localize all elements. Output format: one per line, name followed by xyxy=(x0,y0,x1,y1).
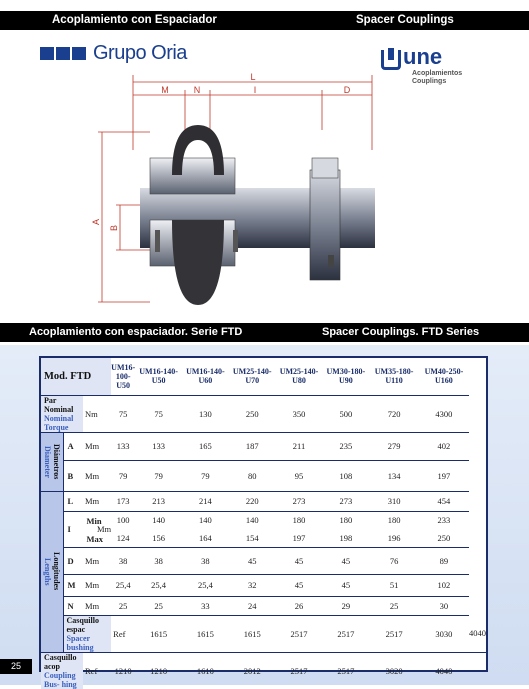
value-cell: 24 xyxy=(229,596,276,615)
value-cell: 79 xyxy=(111,460,135,491)
value-cell: 26 xyxy=(276,596,323,615)
value-cell: 720 xyxy=(369,395,419,432)
value-cell: 1210 xyxy=(150,665,168,676)
header-title-es: Acoplamiento con Espaciador xyxy=(52,14,217,26)
value-cell: 25 xyxy=(135,596,182,615)
value-cell-pair xyxy=(111,511,135,547)
value-cell: 2517 xyxy=(369,615,419,652)
table-row xyxy=(41,652,486,689)
dim-L: L xyxy=(250,72,256,82)
une-logo-text: une xyxy=(403,44,443,69)
group-diameter xyxy=(41,432,63,491)
hub-right xyxy=(312,158,338,178)
value-cell: 75 xyxy=(135,395,182,432)
value-cell: 25,4 xyxy=(182,574,229,596)
value-cell: 108 xyxy=(322,460,369,491)
value-cell: 273 xyxy=(276,491,323,511)
len-en: Lengths xyxy=(42,557,52,586)
row-label-I-min: Min xyxy=(86,515,102,526)
model-header: UM40-250-U160 xyxy=(419,358,469,395)
row-label-I: I xyxy=(67,524,71,534)
value-cell: 213 xyxy=(135,491,182,511)
value-cell: 45 xyxy=(322,574,369,596)
value-cell: 2012 xyxy=(243,665,261,676)
table-row xyxy=(41,547,486,574)
value-max: 197 xyxy=(292,533,306,543)
row-label-L: L xyxy=(63,491,83,511)
value-cell: 79 xyxy=(135,460,182,491)
value-cell: 1615 xyxy=(229,615,276,652)
section-title-en: Spacer Couplings. FTD Series xyxy=(322,326,480,338)
value-cell: 32 xyxy=(229,574,276,596)
table-row xyxy=(41,460,486,491)
row-label-N: N xyxy=(63,596,83,615)
value-max: 156 xyxy=(152,533,165,543)
model-header: UM16-140-U50 xyxy=(135,358,182,395)
value-cell: 402 xyxy=(419,432,469,460)
ftd-spec-table xyxy=(39,356,488,689)
value-cell: 95 xyxy=(276,460,323,491)
value-cell: 76 xyxy=(369,547,419,574)
table-row xyxy=(41,432,486,460)
value-cell-pair xyxy=(135,511,182,547)
value-min: 180 xyxy=(339,515,353,525)
value-cell: 197 xyxy=(419,460,469,491)
coupling-en: Coupling Bus- hing xyxy=(44,670,77,689)
value-cell: 187 xyxy=(229,432,276,460)
value-cell: 4040 xyxy=(469,615,486,652)
header-title-en: Spacer Couplings xyxy=(356,14,454,26)
value-cell-pair xyxy=(182,511,229,547)
value-cell: 310 xyxy=(369,491,419,511)
row-label-D: D xyxy=(63,547,83,574)
row-label-I-cell xyxy=(63,511,104,547)
value-cell: 4040 xyxy=(435,665,453,676)
une-logo-sub2: Couplings xyxy=(412,78,447,85)
value-cell: 165 xyxy=(182,432,229,460)
value-cell: 250 xyxy=(229,395,276,432)
value-cell: 235 xyxy=(322,432,369,460)
value-cell: 220 xyxy=(229,491,276,511)
value-cell: 25,4 xyxy=(135,574,182,596)
tyre-bottom xyxy=(172,220,224,305)
dim-B: B xyxy=(109,224,119,232)
value-cell: 29 xyxy=(322,596,369,615)
une-logo-icon xyxy=(381,50,401,70)
unit-cell: Mm xyxy=(83,547,111,574)
value-min: 233 xyxy=(437,515,451,525)
value-cell: 25,4 xyxy=(111,574,135,596)
value-min: 180 xyxy=(292,515,306,525)
group-lengths xyxy=(41,491,63,652)
page-number: 25 xyxy=(0,659,32,674)
table-title: Mod. FTD xyxy=(41,358,111,395)
unit-cell: Mm xyxy=(83,432,111,460)
value-cell: 1610 xyxy=(196,665,214,676)
unit-cell: Nm xyxy=(83,395,111,432)
value-cell: 214 xyxy=(182,491,229,511)
value-cell: 2517 xyxy=(290,665,308,676)
value-cell: 38 xyxy=(111,547,135,574)
value-cell: 38 xyxy=(182,547,229,574)
dim-D: D xyxy=(343,85,351,95)
value-cell: 30 xyxy=(419,596,469,615)
value-cell: 134 xyxy=(369,460,419,491)
value-cell: 173 xyxy=(111,491,135,511)
value-cell-pair xyxy=(419,511,469,547)
value-cell: 133 xyxy=(135,432,182,460)
dim-I: I xyxy=(253,85,257,95)
value-cell: 211 xyxy=(276,432,323,460)
value-cell: 2517 xyxy=(276,615,323,652)
value-cell: 45 xyxy=(229,547,276,574)
value-cell: 2517 xyxy=(337,665,355,676)
value-cell: 130 xyxy=(182,395,229,432)
top-header-bar xyxy=(0,11,529,30)
value-cell: 1615 xyxy=(135,615,182,652)
value-cell: 273 xyxy=(322,491,369,511)
dim-N: N xyxy=(193,85,201,95)
unit-cell: Mm xyxy=(83,574,111,596)
value-max: 154 xyxy=(245,533,259,543)
grupo-oria-logo-text: Grupo Oria xyxy=(93,42,187,64)
table-row xyxy=(41,491,486,511)
table-row xyxy=(41,511,486,547)
value-cell: 79 xyxy=(182,460,229,491)
bolt-right xyxy=(233,230,238,252)
value-cell-pair xyxy=(369,511,419,547)
row-label-B: B xyxy=(63,460,83,491)
value-min: 140 xyxy=(152,515,165,525)
model-header: UM16-140-U60 xyxy=(182,358,229,395)
value-cell: 25 xyxy=(111,596,135,615)
value-cell: 279 xyxy=(369,432,419,460)
bolt-flange xyxy=(328,255,334,267)
value-cell: 45 xyxy=(276,574,323,596)
value-cell-pair xyxy=(229,511,276,547)
bolt-left xyxy=(155,230,160,252)
model-header: UM25-140-U70 xyxy=(229,358,276,395)
len-es: Longitudes xyxy=(51,552,61,591)
torque-en: Nominal Torque xyxy=(44,413,74,432)
value-min: 100 xyxy=(116,515,130,525)
model-header: UM30-180-U90 xyxy=(322,358,369,395)
une-logo-sub1: Acoplamientos xyxy=(412,70,463,77)
value-cell: 80 xyxy=(229,460,276,491)
section-title-es: Acoplamiento con espaciador. Serie FTD xyxy=(29,326,243,338)
diam-en: Diameter xyxy=(42,445,52,478)
spacer-es: Casquillo espac xyxy=(66,615,99,634)
value-max: 124 xyxy=(116,533,130,543)
spacer-en: Spacer bushing xyxy=(66,633,94,652)
unit-cell: Mm xyxy=(83,511,111,547)
grupo-oria-logo xyxy=(40,42,187,65)
value-min: 140 xyxy=(199,515,212,525)
value-cell: 102 xyxy=(419,574,469,596)
row-label-A: A xyxy=(63,432,83,460)
value-cell: 25 xyxy=(369,596,419,615)
table-row xyxy=(41,574,486,596)
value-cell: 89 xyxy=(419,547,469,574)
value-cell: 45 xyxy=(276,547,323,574)
table-row xyxy=(41,596,486,615)
value-min: 180 xyxy=(387,515,401,525)
unit-cell: Ref xyxy=(111,615,135,652)
row-label-M: M xyxy=(63,574,83,596)
value-max: 196 xyxy=(387,533,401,543)
table-row xyxy=(41,395,486,432)
value-cell: 1210 xyxy=(114,665,132,676)
value-cell: 1615 xyxy=(182,615,229,652)
unit-cell: Ref xyxy=(85,665,98,676)
value-cell: 500 xyxy=(322,395,369,432)
flange-right xyxy=(310,170,340,280)
value-cell: 3020 xyxy=(385,665,403,676)
value-cell: 133 xyxy=(111,432,135,460)
model-header: UM16-100-U50 xyxy=(111,358,135,395)
dim-A: A xyxy=(91,218,101,226)
value-cell: 3030 xyxy=(419,615,469,652)
value-cell-pair xyxy=(322,511,369,547)
row-label-torque xyxy=(41,395,83,432)
model-header: UM25-140-U80 xyxy=(276,358,323,395)
torque-es: Par Nominal xyxy=(44,395,74,414)
row-label-I-max: Max xyxy=(86,533,104,544)
model-header: UM35-180-U110 xyxy=(369,358,419,395)
value-min: 140 xyxy=(245,515,259,525)
section-header-bar xyxy=(0,323,529,342)
value-max: 250 xyxy=(437,533,451,543)
unit-cell: Mm xyxy=(83,460,111,491)
value-cell-pair xyxy=(276,511,323,547)
value-max: 198 xyxy=(339,533,353,543)
table-row xyxy=(41,615,486,652)
row-label-spacer xyxy=(63,615,111,652)
value-cell: 4300 xyxy=(419,395,469,432)
value-cell: 51 xyxy=(369,574,419,596)
value-cell: 45 xyxy=(322,547,369,574)
value-cell: 2517 xyxy=(322,615,369,652)
value-cell: 75 xyxy=(111,395,135,432)
diam-es: Diámetros xyxy=(51,443,61,480)
value-cell: 454 xyxy=(419,491,469,511)
value-cell: 38 xyxy=(135,547,182,574)
coupling-technical-drawing xyxy=(90,70,390,310)
value-cell: 33 xyxy=(182,596,229,615)
coupling-es: Casquillo acop xyxy=(44,652,77,671)
value-cell: 350 xyxy=(276,395,323,432)
row-label-coupling xyxy=(41,652,83,689)
unit-cell: Mm xyxy=(83,491,111,511)
dim-M: M xyxy=(161,85,169,95)
value-max: 164 xyxy=(199,533,212,543)
unit-cell: Mm xyxy=(83,596,111,615)
